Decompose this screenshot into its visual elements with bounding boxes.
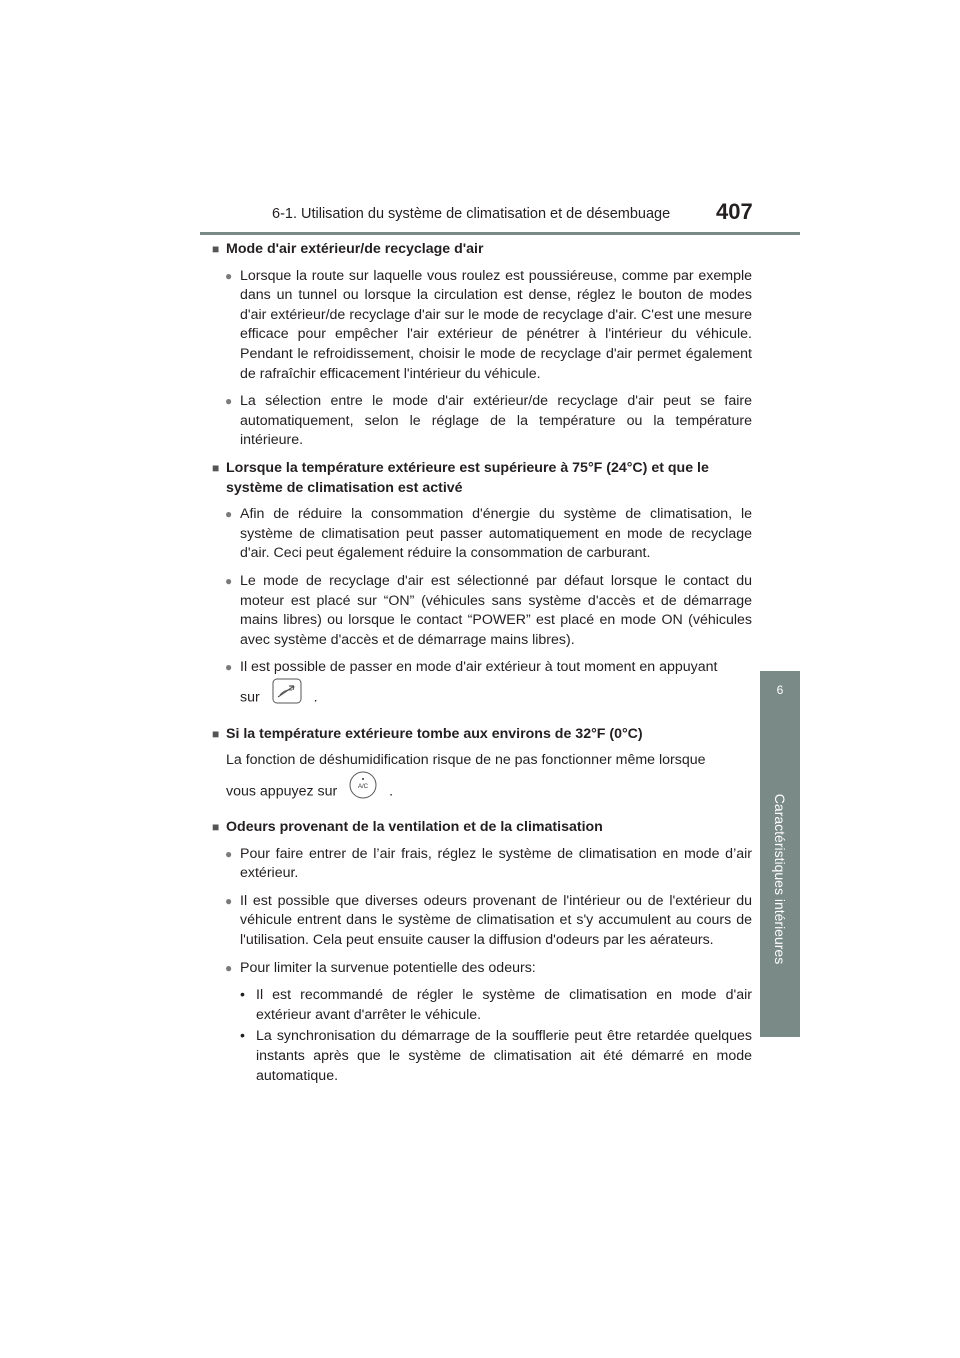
circle-bullet-icon: ● bbox=[225, 846, 233, 861]
list-item: ● Lorsque la route sur laquelle vous roulez est poussiéreuse, comme par exemple dans un tunnel ou lorsque la circulation est dense, réglez le bouton de modes d'air extérieur/de recyclage d'air sur le mode de recyclage d'air. C'est une mesure efficace pour empêcher l'air extérieur de pénétrer à l'intérieur du véhicule. Pendant le refroidissement, choisir le mode de recyclage d'air permet également de rafraîchir efficacement l'intérieur du véhicule. bbox=[212, 267, 752, 385]
chapter-tab bbox=[760, 671, 800, 1037]
square-bullet-icon: ■ bbox=[212, 726, 220, 741]
header-rule bbox=[200, 232, 800, 235]
section-heading: ■ Mode d'air extérieur/de recyclage d'air bbox=[212, 240, 752, 260]
list-item: ● Pour limiter la survenue potentielle des odeurs: bbox=[212, 959, 752, 979]
square-bullet-icon: ■ bbox=[212, 242, 220, 256]
circle-bullet-icon: ● bbox=[225, 268, 233, 283]
sub-list-item: • Il est recommandé de régler le système de climatisation en mode d'air extérieur avant d'arrêter le véhicule. bbox=[240, 987, 752, 1023]
chapter-label: Caractéristiques intérieures bbox=[772, 793, 788, 965]
header-title: 6-1. Utilisation du système de climatisation et de désembuage bbox=[272, 206, 671, 222]
svg-text:A/C: A/C bbox=[358, 784, 369, 791]
chapter-number: 6 bbox=[776, 683, 784, 697]
section-heading: ■ Lorsque la température extérieure est supérieure à 75°F (24°C) et que le système de climatisation est activé bbox=[212, 459, 752, 498]
list-item: ● Il est possible que diverses odeurs provenant de l'intérieur ou de l'extérieur du véhicule entrent dans le système de climatisation et s'y accumulent au cours de l'utilisation. Cela peut ensuite causer la diffusion d'odeurs par les aérateurs. bbox=[212, 892, 752, 951]
circle-bullet-icon: ● bbox=[225, 394, 233, 409]
list-item: ● Pour faire entrer de l’air frais, réglez le système de climatisation en mode d’air extérieur. bbox=[212, 845, 752, 884]
sub-list-item: • La synchronisation du démarrage de la soufflerie peut être retardée quelques instants après que le système de climatisation ait été démarré en mode automatique. bbox=[240, 1028, 752, 1084]
section-heading: ■ Si la température extérieure tombe aux environs de 32°F (0°C) bbox=[212, 725, 752, 745]
list-item: ● Afin de réduire la consommation d'énergie du système de climatisation, le système de climatisation peut passer automatiquement en mode de recyclage d'air. Ceci peut également réduire la consommation de carburant. bbox=[212, 505, 752, 564]
square-bullet-icon: ■ bbox=[212, 820, 220, 835]
circle-bullet-icon: ● bbox=[225, 573, 233, 588]
square-bullet-icon: ■ bbox=[212, 460, 220, 475]
circle-bullet-icon: ● bbox=[225, 660, 233, 675]
ac-button-icon bbox=[349, 771, 377, 812]
circle-bullet-icon: ● bbox=[225, 893, 233, 908]
section-heading: ■ Odeurs provenant de la ventilation et de la climatisation bbox=[212, 818, 752, 838]
recirculation-button-icon bbox=[272, 678, 302, 717]
list-item: ● Le mode de recyclage d'air est sélectionné par défaut lorsque le contact du moteur est placé sur “ON” (véhicules sans système d'accès et de démarrage mains libres) ou lorsque le contact “POWER” est placé en mode ON (véhicules avec système d'accès et de démarrage mains libres). bbox=[212, 572, 752, 650]
paragraph: La fonction de déshumidification risque de ne pas fonctionner même lorsque vous appuyez sur A/C . bbox=[226, 751, 752, 812]
page-content bbox=[212, 240, 752, 1088]
page-number: 407 bbox=[716, 199, 753, 224]
circle-bullet-icon: ● bbox=[225, 507, 233, 522]
circle-bullet-icon: ● bbox=[225, 960, 233, 975]
list-item: ● La sélection entre le mode d'air extérieur/de recyclage d'air peut se faire automatiquement, selon le réglage de la température ou la température intérieure. bbox=[212, 392, 752, 451]
list-item: ● Il est possible de passer en mode d'air extérieur à tout moment en appuyant sur . bbox=[212, 658, 752, 717]
